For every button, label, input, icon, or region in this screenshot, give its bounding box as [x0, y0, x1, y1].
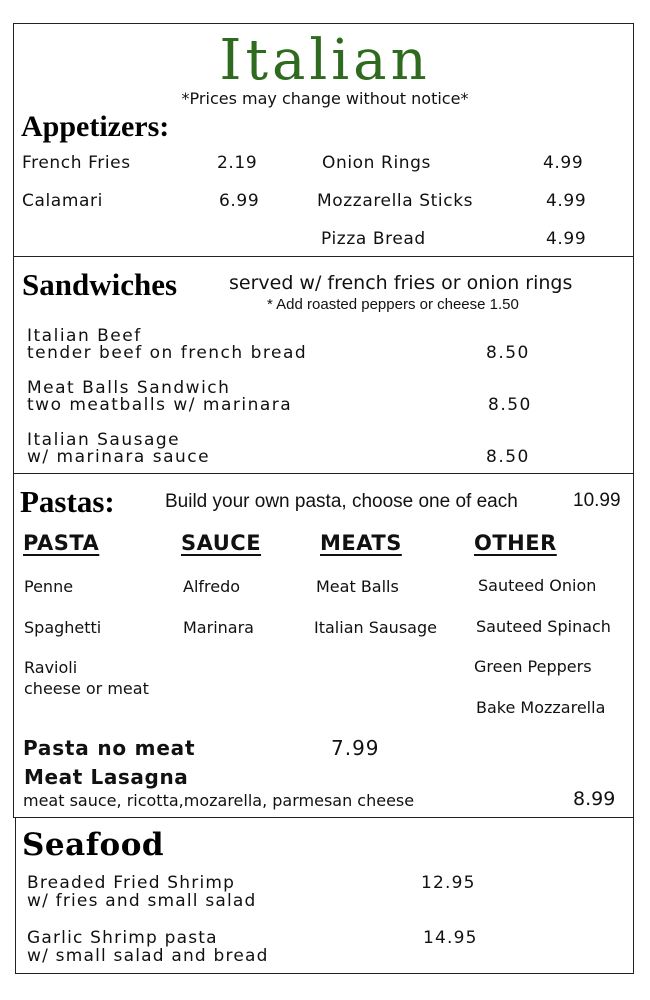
menu-item-french-fries: French Fries — [22, 153, 131, 173]
menu-item-onion-rings: Onion Rings — [322, 153, 432, 173]
item-desc-garlic-shrimp-pasta: w/ small salad and bread — [27, 946, 269, 966]
price-italian-beef: 8.50 — [486, 343, 530, 363]
item-desc-italian-sausage: w/ marinara sauce — [27, 447, 211, 467]
menu-item-breaded-fried-shrimp: Breaded Fried Shrimp — [27, 873, 236, 893]
other-option-sauteed-onion: Sauteed Onion — [478, 576, 597, 595]
menu-item-pasta-no-meat: Pasta no meat — [23, 736, 196, 760]
meat-option-meat-balls: Meat Balls — [316, 577, 399, 596]
price-pasta-no-meat: 7.99 — [331, 736, 380, 760]
menu-item-italian-beef: Italian Beef — [27, 326, 142, 346]
price-mozzarella-sticks: 4.99 — [546, 191, 587, 211]
menu-item-meat-lasagna: Meat Lasagna — [24, 765, 189, 789]
column-header-other: OTHER — [474, 531, 557, 555]
column-header-meats: MEATS — [320, 531, 402, 555]
menu-item-calamari: Calamari — [22, 191, 103, 211]
pastas-build-note: Build your own pasta, choose one of each — [165, 491, 518, 512]
price-notice: *Prices may change without notice* — [181, 89, 469, 108]
pastas-build-price: 10.99 — [573, 490, 621, 511]
pasta-option-penne: Penne — [24, 577, 74, 596]
price-calamari: 6.99 — [219, 191, 260, 211]
column-header-sauce: SAUCE — [181, 531, 262, 555]
meat-option-italian-sausage: Italian Sausage — [314, 618, 437, 637]
item-desc-meat-lasagna: meat sauce, ricotta,mozarella, parmesan cheese — [23, 791, 415, 810]
sauce-option-alfredo: Alfredo — [183, 577, 241, 596]
sandwiches-heading: Sandwiches — [22, 267, 178, 302]
item-desc-breaded-fried-shrimp: w/ fries and small salad — [27, 891, 257, 911]
column-header-pasta: PASTA — [23, 531, 100, 555]
menu-item-meat-balls-sandwich: Meat Balls Sandwich — [27, 378, 231, 398]
menu-item-italian-sausage: Italian Sausage — [27, 430, 181, 450]
sandwiches-add-note: * Add roasted peppers or cheese 1.50 — [267, 296, 519, 313]
pastas-heading: Pastas: — [20, 484, 115, 519]
price-breaded-fried-shrimp: 12.95 — [421, 873, 476, 893]
item-desc-italian-beef: tender beef on french bread — [27, 343, 308, 363]
pasta-option-spaghetti: Spaghetti — [24, 618, 102, 637]
seafood-heading: Seafood — [22, 827, 165, 863]
price-onion-rings: 4.99 — [543, 153, 584, 173]
sauce-option-marinara: Marinara — [183, 618, 254, 637]
item-desc-meat-balls-sandwich: two meatballs w/ marinara — [27, 395, 293, 415]
pasta-option-ravioli: Ravioli — [24, 658, 78, 677]
other-option-bake-mozzarella: Bake Mozzarella — [476, 698, 606, 717]
sandwiches-served-note: served w/ french fries or onion rings — [229, 272, 573, 294]
pasta-option-ravioli-desc: cheese or meat — [24, 679, 149, 698]
price-italian-sausage: 8.50 — [486, 447, 530, 467]
menu-item-mozzarella-sticks: Mozzarella Sticks — [317, 191, 474, 211]
price-meat-balls-sandwich: 8.50 — [488, 395, 532, 415]
price-garlic-shrimp-pasta: 14.95 — [423, 928, 478, 948]
other-option-green-peppers: Green Peppers — [474, 657, 592, 676]
price-meat-lasagna: 8.99 — [573, 788, 616, 810]
price-pizza-bread: 4.99 — [546, 229, 587, 249]
price-french-fries: 2.19 — [217, 153, 258, 173]
menu-item-garlic-shrimp-pasta: Garlic Shrimp pasta — [27, 928, 218, 948]
appetizers-heading: Appetizers: — [21, 110, 170, 143]
other-option-sauteed-spinach: Sauteed Spinach — [476, 617, 611, 636]
menu-item-pizza-bread: Pizza Bread — [321, 229, 426, 249]
menu-title: Italian — [219, 28, 431, 93]
